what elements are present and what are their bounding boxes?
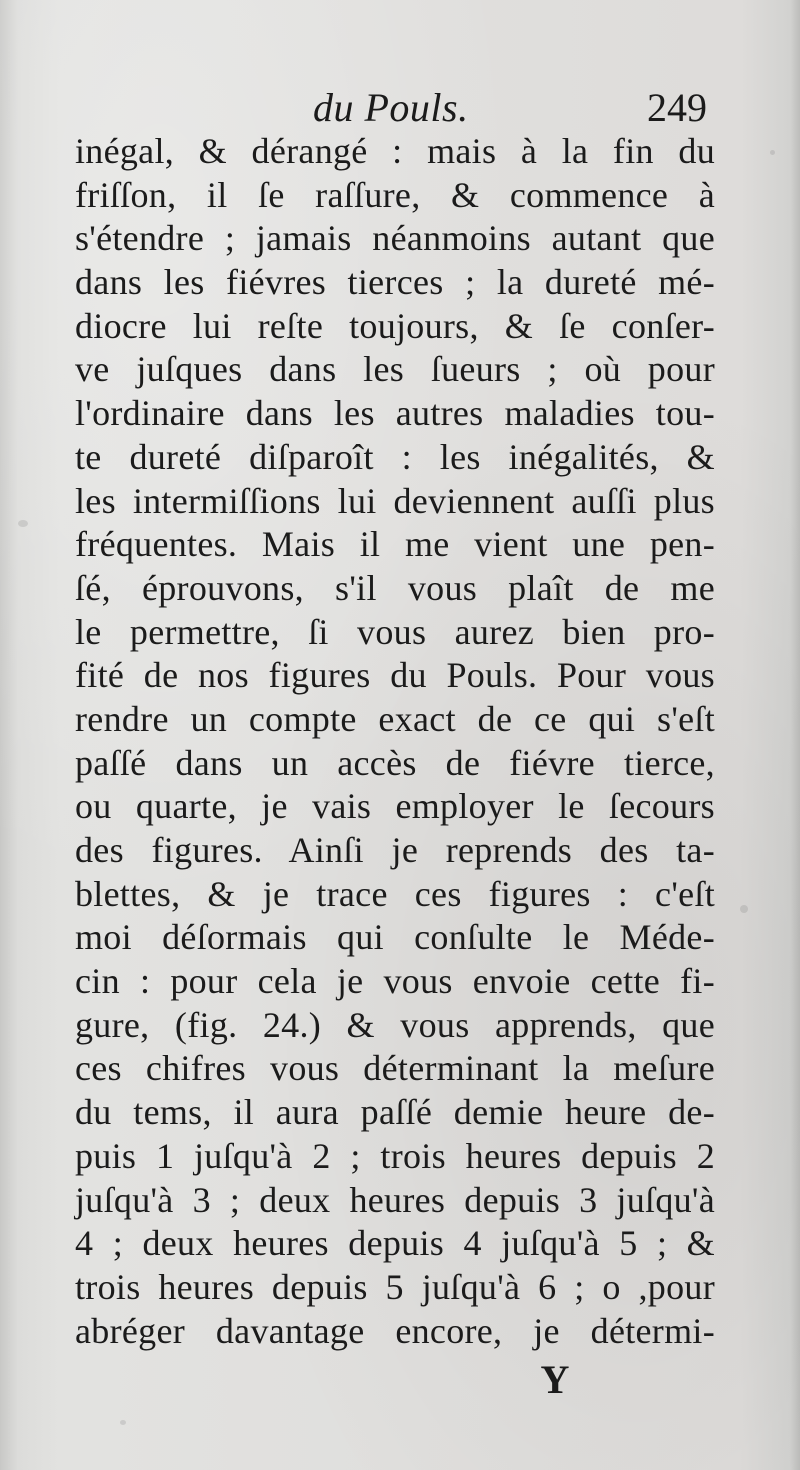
text-line: gure, (fig. 24.) & vous apprends, que: [75, 1004, 715, 1045]
text-line: les intermiſſions lui deviennent auſſi plus: [75, 480, 715, 521]
text-line: ces chifres vous déterminant la meſure: [75, 1048, 715, 1089]
running-title: du Pouls.: [313, 85, 469, 130]
text-line: fité de nos figures du Pouls. Pour vous: [75, 655, 715, 696]
running-head: [75, 72, 710, 132]
text-line: le permettre, ſi vous aurez bien pro-: [75, 611, 715, 652]
text-line: inégal, & dérangé : mais à la fin du: [75, 131, 715, 171]
text-line: ſé, éprouvons, s'il vous plaît de me: [75, 567, 715, 608]
paper-speck: [740, 905, 748, 913]
text-line: blettes, & je trace ces figures : c'eſt: [75, 873, 715, 914]
text-line: diocre lui reſte toujours, & ſe conſer-: [75, 305, 715, 346]
page-number: 249: [647, 85, 707, 130]
body-text: [75, 130, 715, 1353]
text-line: s'étendre ; jamais néanmoins autant que: [75, 218, 715, 259]
text-line: moi déſormais qui conſulte le Méde-: [75, 917, 715, 958]
text-line: abréger davantage encore, je détermi-: [75, 1310, 715, 1351]
text-line: cin : pour cela je vous envoie cette fi-: [75, 961, 715, 1002]
text-line: trois heures depuis 5 juſqu'à 6 ; o ,pour: [75, 1266, 715, 1307]
text-line: fréquentes. Mais il me vient une pen-: [75, 524, 715, 565]
text-line: te dureté diſparoît : les inégalités, &: [75, 436, 715, 477]
text-line: ve juſques dans les ſueurs ; où pour: [75, 349, 715, 390]
text-line: paſſé dans un accès de fiévre tierce,: [75, 742, 715, 783]
signature-mark: Y: [540, 1357, 570, 1402]
text-line: 4 ; deux heures depuis 4 juſqu'à 5 ; &: [75, 1223, 715, 1264]
text-line: dans les fiévres tierces ; la dureté mé-: [75, 262, 715, 303]
text-line: du tems, il aura paſſé demie heure de-: [75, 1092, 715, 1133]
text-line: ou quarte, je vais employer le ſecours: [75, 786, 715, 827]
text-line: juſqu'à 3 ; deux heures depuis 3 juſqu'à: [75, 1179, 715, 1220]
paper-speck: [18, 520, 28, 527]
text-line: des figures. Ainſi je reprends des ta-: [75, 830, 715, 870]
text-line: puis 1 juſqu'à 2 ; trois heures depuis 2: [75, 1135, 715, 1176]
paper-speck: [770, 150, 775, 155]
text-line: l'ordinaire dans les autres maladies tou-: [75, 393, 715, 434]
text-line: rendre un compte exact de ce qui s'eſt: [75, 698, 715, 739]
paper-speck: [120, 1420, 126, 1425]
text-line: friſſon, il ſe raſſure, & commence à: [75, 174, 715, 215]
